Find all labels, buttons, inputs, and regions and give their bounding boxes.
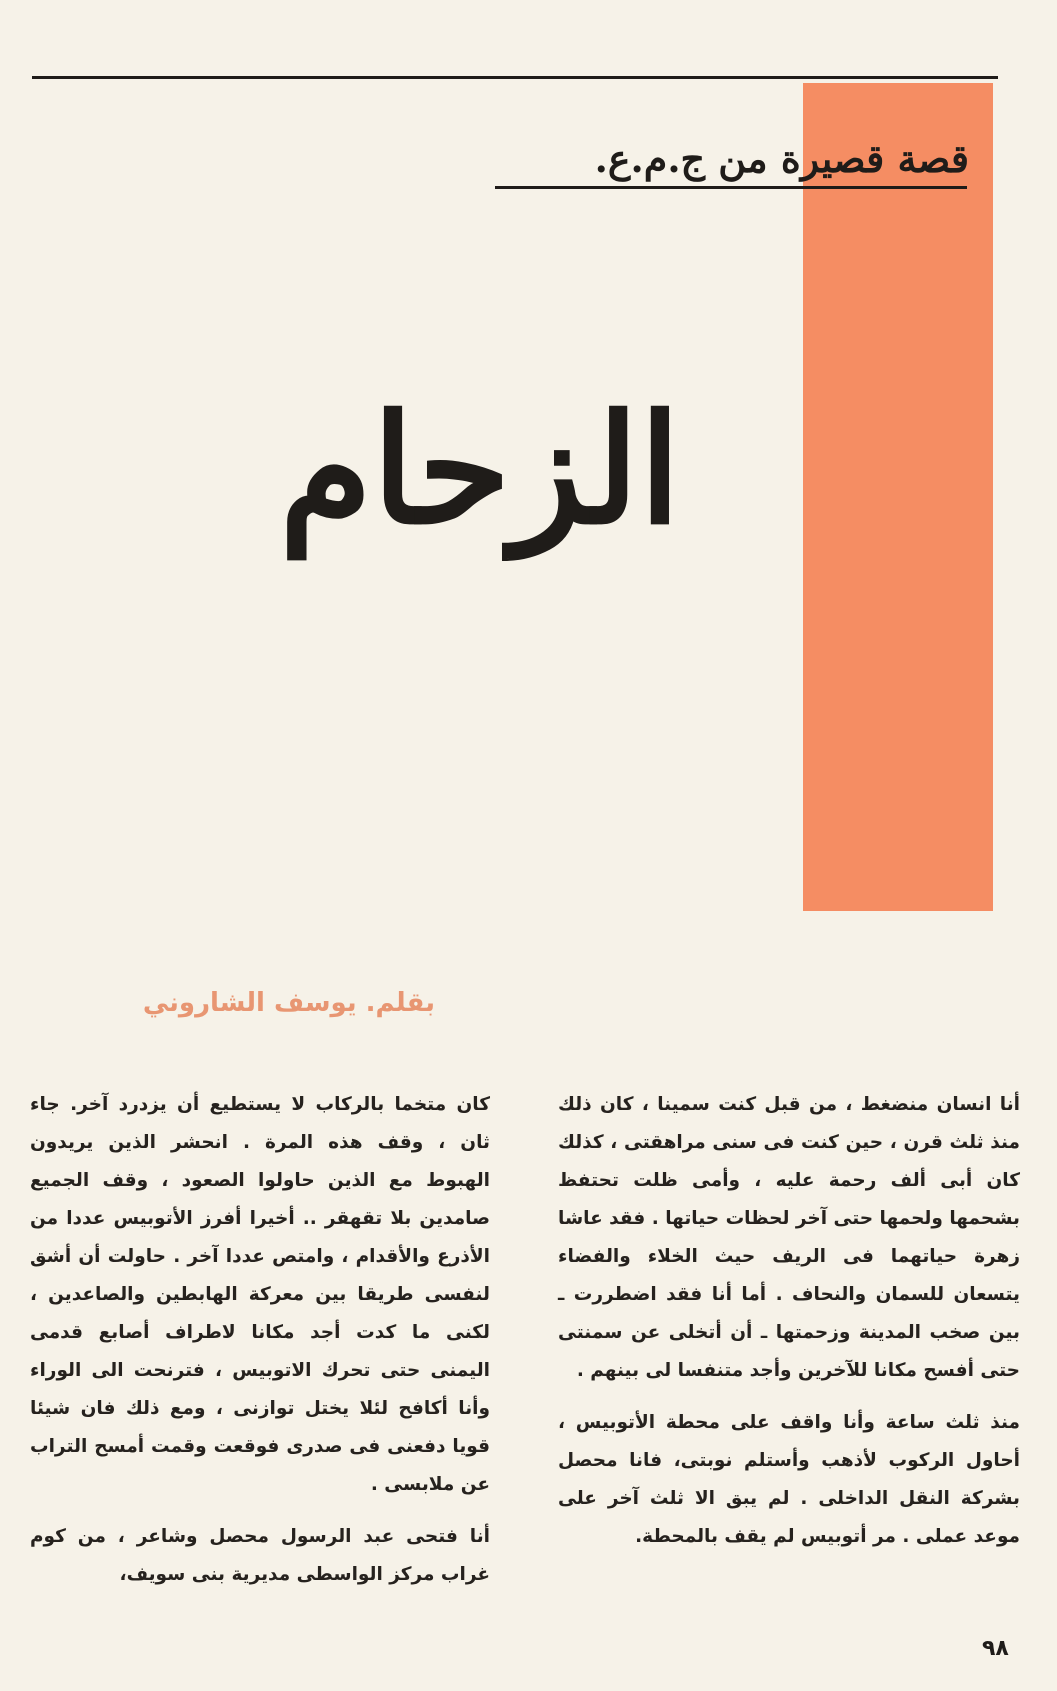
paragraph: كان متخما بالركاب لا يستطيع أن يزدرد آخر. جاء ثان ، وقف هذه المرة . انحشر الذين يريدون الهبوط مع الذين حاولوا الصعود ، وقف الجميع صامدين بلا تقهقر .. أخيرا أفرز الأتوبيس عددا من الأذرع والأقدام ، وامتص عددا آخر . حاولت أن أشق لنفسى طريقا بين معركة الهابطين والصاعدين ، لكنى ما كدت أجد مكانا لاطراف أصابع قدمى اليمنى حتى تحرك الاتوبيس ، فترنحت الى الوراء وأنا أكافح لئلا يختل توازنى ، ومع ذلك فان شيئا قويا دفعنى فى صدرى فوقعت وقمت أمسح التراب عن ملابسى . <box>30 1094 490 1495</box>
text-column-right <box>558 1086 1020 1570</box>
text-column-left <box>30 1086 490 1608</box>
series-title: قصة قصيرة من ج.م.ع. <box>594 136 969 181</box>
top-rule <box>32 76 998 79</box>
paragraph: منذ ثلث ساعة وأنا واقف على محطة الأتوبيس ، أحاول الركوب لأذهب وأستلم نوبتى، فانا محصل بشركة النقل الداخلى . لم يبق الا ثلث آخر على موعد عملى . مر أتوبيس لم يقف بالمحطة. <box>558 1412 1020 1547</box>
page-number: ٩٨ <box>982 1636 1009 1661</box>
series-title-underline <box>495 186 967 189</box>
author-byline: بقلم. يوسف الشاروني <box>142 988 435 1018</box>
article-title: الزحام <box>279 382 681 558</box>
paragraph: أنا فتحى عبد الرسول محصل وشاعر ، من كوم غراب مركز الواسطى مديرية بنى سويف، <box>30 1526 490 1585</box>
paragraph: أنا انسان منضغط ، من قبل كنت سمينا ، كان ذلك منذ ثلث قرن ، حين كنت فى سنى مراهقتى ، كذلك كان أبى ألف رحمة عليه ، وأمى ظلت تحتفظ بشحمها ولحمها حتى آخر لحظات حياتها . فقد عاشا زهرة حياتهما فى الريف حيث الخلاء والفضاء يتسعان للسمان والنحاف . أما أنا فقد اضطررت ـ بين صخب المدينة وزحمتها ـ أن أتخلى عن سمنتى حتى أفسح مكانا للآخرين وأجد متنفسا لى بينهم . <box>558 1094 1020 1381</box>
